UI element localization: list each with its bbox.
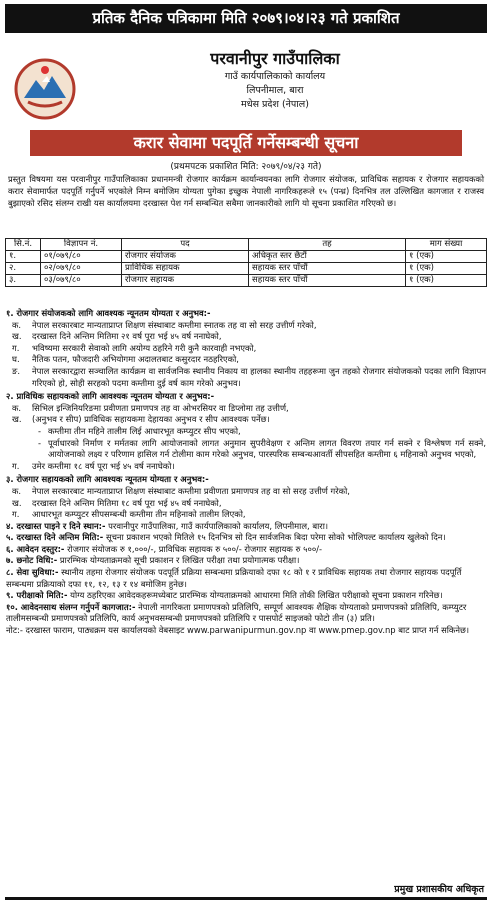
col-post: पद — [122, 239, 249, 251]
note: नोट:- दरखास्त फाराम, पाठ्यक्रम यस कार्यालयको वेबसाइट www.parwanipurmun.gov.np वा www.pmep.gov.np बाट प्राप्त गर्न सकिनेछ। — [6, 625, 470, 636]
clause-label: ९. परीक्षाको मिति:- — [6, 590, 68, 601]
item-text: नैतिक पतन, फौजदारी अभियोगमा अदालतबाट कसुरदार नठहरिएको, — [32, 354, 239, 365]
clause-text: रोजगार संयोजक रु १,०००/-, प्राविधिक सहायक रु ५००/- रोजगार सहायक रु ५००/- — [67, 543, 323, 554]
list-item — [6, 461, 486, 473]
notice-title: करार सेवामा पदपूर्ति गर्नेसम्बन्धी सूचना — [30, 130, 462, 156]
bottom-divider — [5, 897, 487, 900]
application-place — [6, 521, 486, 533]
item-key: ग. — [12, 460, 20, 471]
clause-text: नेपाली नागरिकता प्रमाणपत्रको प्रतिलिपि, सम्पूर्ण आवश्यक शैक्षिक योग्यताको प्रमाणपत्रको प्रतिलिपि, कम्प्युटर तालीमसम्बन्धी प्रमाणपत्रको प्रतिलिपि, कार्य अनुभवसम्बन्धी प्रमाणपत्रको प्रतिलिपि र पासपोर्ट साइजको फोटो तीन (३) प्रति। — [6, 601, 467, 624]
cell: प्राविधिक सहायक — [122, 263, 249, 275]
requirements-sections — [6, 306, 486, 637]
clause-label: १०. आवेदनसाथ संलग्न गर्नुपर्ने कागजात:- — [6, 601, 136, 612]
clause-label: ६. आवेदन दस्तुर:- — [6, 543, 65, 554]
publication-banner: प्रतिक दैनिक पत्रिकामा मिति २०७९।०४।२३ गते प्रकाशित — [5, 4, 487, 33]
item-key: ग. — [12, 509, 20, 520]
sub-item: - पूर्वाधारको निर्माण र मर्मतका लागि आयोजनाको लागत अनुमान सुपरीवेक्षण र अन्तिम लागत विवरण तयार गर्न सक्ने र विश्लेषण गर्न सक्ने, आयोजनाको लक्ष्य र परिणाम हासिल गर्न टोलीमा काम गरेको अनुभव, पारस्परिक सम्बन्धआवर्ती सीपसहित कम्तीमा ६ महिनाको अनुभव भएको, — [6, 438, 486, 461]
cell: १ (एक) — [406, 275, 487, 287]
org-header — [120, 48, 430, 112]
item-key: ङ. — [12, 365, 20, 376]
col-count: माग संख्या — [406, 239, 487, 251]
cell: रोजगार संयोजक — [122, 251, 249, 263]
list-item — [6, 366, 486, 389]
cell: ०२/०७९/८० — [41, 263, 122, 275]
cell: ०३/०७९/८० — [41, 275, 122, 287]
cell: २. — [6, 263, 41, 275]
clause-label: ७. छनोट विधि:- — [6, 555, 58, 566]
clause-label: ५. दरखास्त दिने अन्तिम मिति:- — [6, 532, 104, 543]
section-heading: १. रोजगार संयोजकको लागि आवश्यक न्यूनतम योग्यता र अनुभव:- — [6, 308, 211, 318]
cell: ३. — [6, 275, 41, 287]
item-text: दरखास्त दिने अन्तिम मितिमा २१ वर्ष पूरा भई ४५ वर्ष ननाघेको, — [32, 331, 222, 342]
service-benefits — [6, 567, 486, 590]
col-serial: सि.नं. — [6, 239, 41, 251]
list-item — [6, 498, 486, 510]
first-published-date: (प्रथमपटक प्रकाशित मिति: २०७९/०४/२३ गते) — [170, 162, 322, 172]
list-item — [6, 403, 486, 415]
item-text: भविष्यमा सरकारी सेवाको लागि अयोग्य ठहरिने गरी कुनै कारवाही नभएको, — [32, 342, 257, 353]
item-key: ख. — [12, 414, 22, 425]
application-fee — [6, 544, 486, 556]
list-item — [6, 343, 486, 355]
exam-date — [6, 590, 486, 602]
cell: रोजगार सहायक — [122, 275, 249, 287]
org-province: मधेस प्रदेश (नेपाल) — [241, 99, 309, 110]
list-item — [6, 414, 486, 426]
org-address: लिपनीमाल, बारा — [246, 85, 304, 96]
item-text: नेपाल सरकारबाट मान्यताप्राप्त शिक्षण संस्थाबाट कम्तीमा प्रवीणता प्रमाणपत्र तह वा सो सरह उत्तीर्ण गरेको, — [32, 485, 350, 496]
cell: १ (एक) — [406, 263, 487, 275]
item-text: दरखास्त दिने अन्तिम मितिमा १८ वर्ष पूरा भई ४५ वर्ष ननाघेको, — [32, 497, 222, 508]
list-item — [6, 354, 486, 366]
clause-text: परवानीपुर गाउँपालिका, गाउँ कार्यपालिकाको कार्यालय, लिपनीमाल, बारा। — [108, 520, 329, 531]
table-row — [6, 263, 487, 275]
col-ad-no: विज्ञापन नं. — [41, 239, 122, 251]
item-key: ग. — [12, 342, 20, 353]
item-text: सिभिल इन्जिनियरिङमा प्रवीणता प्रमाणपत्र तह वा ओभरसियर वा डिप्लोमा तह उत्तीर्ण, — [32, 402, 289, 413]
item-key: क. — [12, 319, 22, 330]
item-key: ख. — [12, 331, 22, 342]
list-item — [6, 331, 486, 343]
item-text: उमेर कम्तीमा १८ वर्ष पूरा भई ४५ वर्ष ननाघेको। — [32, 460, 175, 471]
clause-text: योग्य ठहरिएका आवेदकहरूमध्येबाट प्रारम्भिक योग्यताक्रमको आधारमा मिति तोकी लिखित परीक्षाको सूचना प्रकाशन गरिनेछ। — [70, 590, 443, 601]
cell: सहायक स्तर पाँचौं — [249, 263, 406, 275]
item-key: ख. — [12, 497, 22, 508]
item-key: क. — [12, 402, 22, 413]
item-text: नेपाल सरकारद्वारा सञ्चालित कार्यक्रम वा सार्वजनिक स्थानीय निकाय वा हालका स्थानीय तहहरूमा जुन तहको रोजगार संयोजकको पदका लागि विज्ञापन गरिएको हो, सोही सरहको पदमा कम्तीमा दुई वर्ष काम गरेको अनुभव। — [32, 365, 486, 388]
cell: अधिकृत स्तर छैटौं — [249, 251, 406, 263]
list-item — [6, 509, 486, 521]
section-heading: ३. रोजगार सहायकको लागि आवश्यक न्यूनतम योग्यता र अनुभव:- — [6, 474, 209, 485]
nepal-emblem-logo — [14, 58, 76, 120]
list-item — [6, 486, 486, 498]
table-row — [6, 275, 487, 287]
clause-text: प्रारम्भिक योग्यताक्रमको सूची प्रकाशन र लिखित परीक्षा तथा प्रयोगात्मक परीक्षा। — [59, 555, 300, 566]
clause-text: स्थानीय तहमा रोजगार संयोजक पदपूर्ति प्रक्रिया सम्बन्धमा प्रक्रियाको दफा १८ को १ र प्राविधिक सहायक तथा रोजगार सहायक पदपूर्ति सम्बन्धमा प्रक्रियाको दफा ११, १२, १३ र १४ बमोजिम हुनेछ। — [6, 567, 462, 589]
sub-item: - कम्तीमा तीन महिने तालीम लिई आधारभूत कम्प्युटर सीप भएको, — [6, 426, 486, 438]
org-office: गाउँ कार्यपालिकाको कार्यालय — [224, 71, 326, 82]
org-name: परवानीपुर गाउँपालिका — [210, 49, 340, 68]
item-key: घ. — [12, 354, 20, 365]
list-item — [6, 320, 486, 332]
deadline — [6, 532, 486, 544]
clause-label: ४. दरखास्त पाइने र दिने स्थान:- — [6, 520, 106, 531]
cell: १. — [6, 251, 41, 263]
item-key: क. — [12, 485, 22, 496]
item-text: नेपाल सरकारबाट मान्यताप्राप्त शिक्षण संस्थाबाट कम्तीमा स्नातक तह वा सो सरह उत्तीर्ण गरेको, — [32, 319, 317, 330]
vacancy-table — [5, 238, 487, 287]
table-row — [6, 251, 487, 263]
required-documents — [6, 602, 486, 625]
clause-text: सूचना प्रकाशन भएको मितिले १५ दिनभित्र सो दिन सार्वजनिक बिदा परेमा सोको भोलिपल्ट कार्यालय खुलेको दिन। — [105, 532, 446, 543]
cell: ०१/०७९/८० — [41, 251, 122, 263]
intro-paragraph: प्रस्तुत विषयमा यस परवानीपुर गाउँपालिकाका प्रधानमन्त्री रोजगार कार्यक्रम कार्यान्वयनका लागि रोजगार संयोजक, प्राविधिक सहायक र रोजगार सहायकको करार सेवामार्फत पदपूर्ति गर्नुपर्ने भएकोले निम्न बमोजिम योग्यता पुगेका इच्छुक नेपाली नागरिकहरूले १५ (पन्ध्र) दिनभित्र तल उल्लिखित कागजात र राजस्व बुझाएको रसिद संलग्न राखी यस कार्यालयमा दरखास्त पेश गर्न सम्बन्धित सबैमा जानकारीको लागि यो सूचना प्रकाशित गरिएको छ। — [8, 174, 484, 208]
cell: सहायक स्तर पाँचौं — [249, 275, 406, 287]
section-heading: २. प्राविधिक सहायकको लागि आवश्यक न्यूनतम योग्यता र अनुभव:- — [6, 391, 215, 402]
cell: १ (एक) — [406, 251, 487, 263]
item-text: आधारभूत कम्प्युटर सीपसम्बन्धी कम्तीमा तीन महिनाको तालीम लिएको, — [32, 509, 246, 520]
clause-label: ८. सेवा सुविधा:- — [6, 567, 59, 578]
col-level: तह — [249, 239, 406, 251]
item-text: (अनुभव र सीप) प्राविधिक सहायकमा देहायका अनुभव र सीप आवश्यक पर्नेछ। — [32, 414, 270, 425]
table-header-row — [6, 239, 487, 251]
selection-method — [6, 555, 486, 567]
signature-title: प्रमुख प्रशासकीय अधिकृत — [394, 884, 484, 895]
